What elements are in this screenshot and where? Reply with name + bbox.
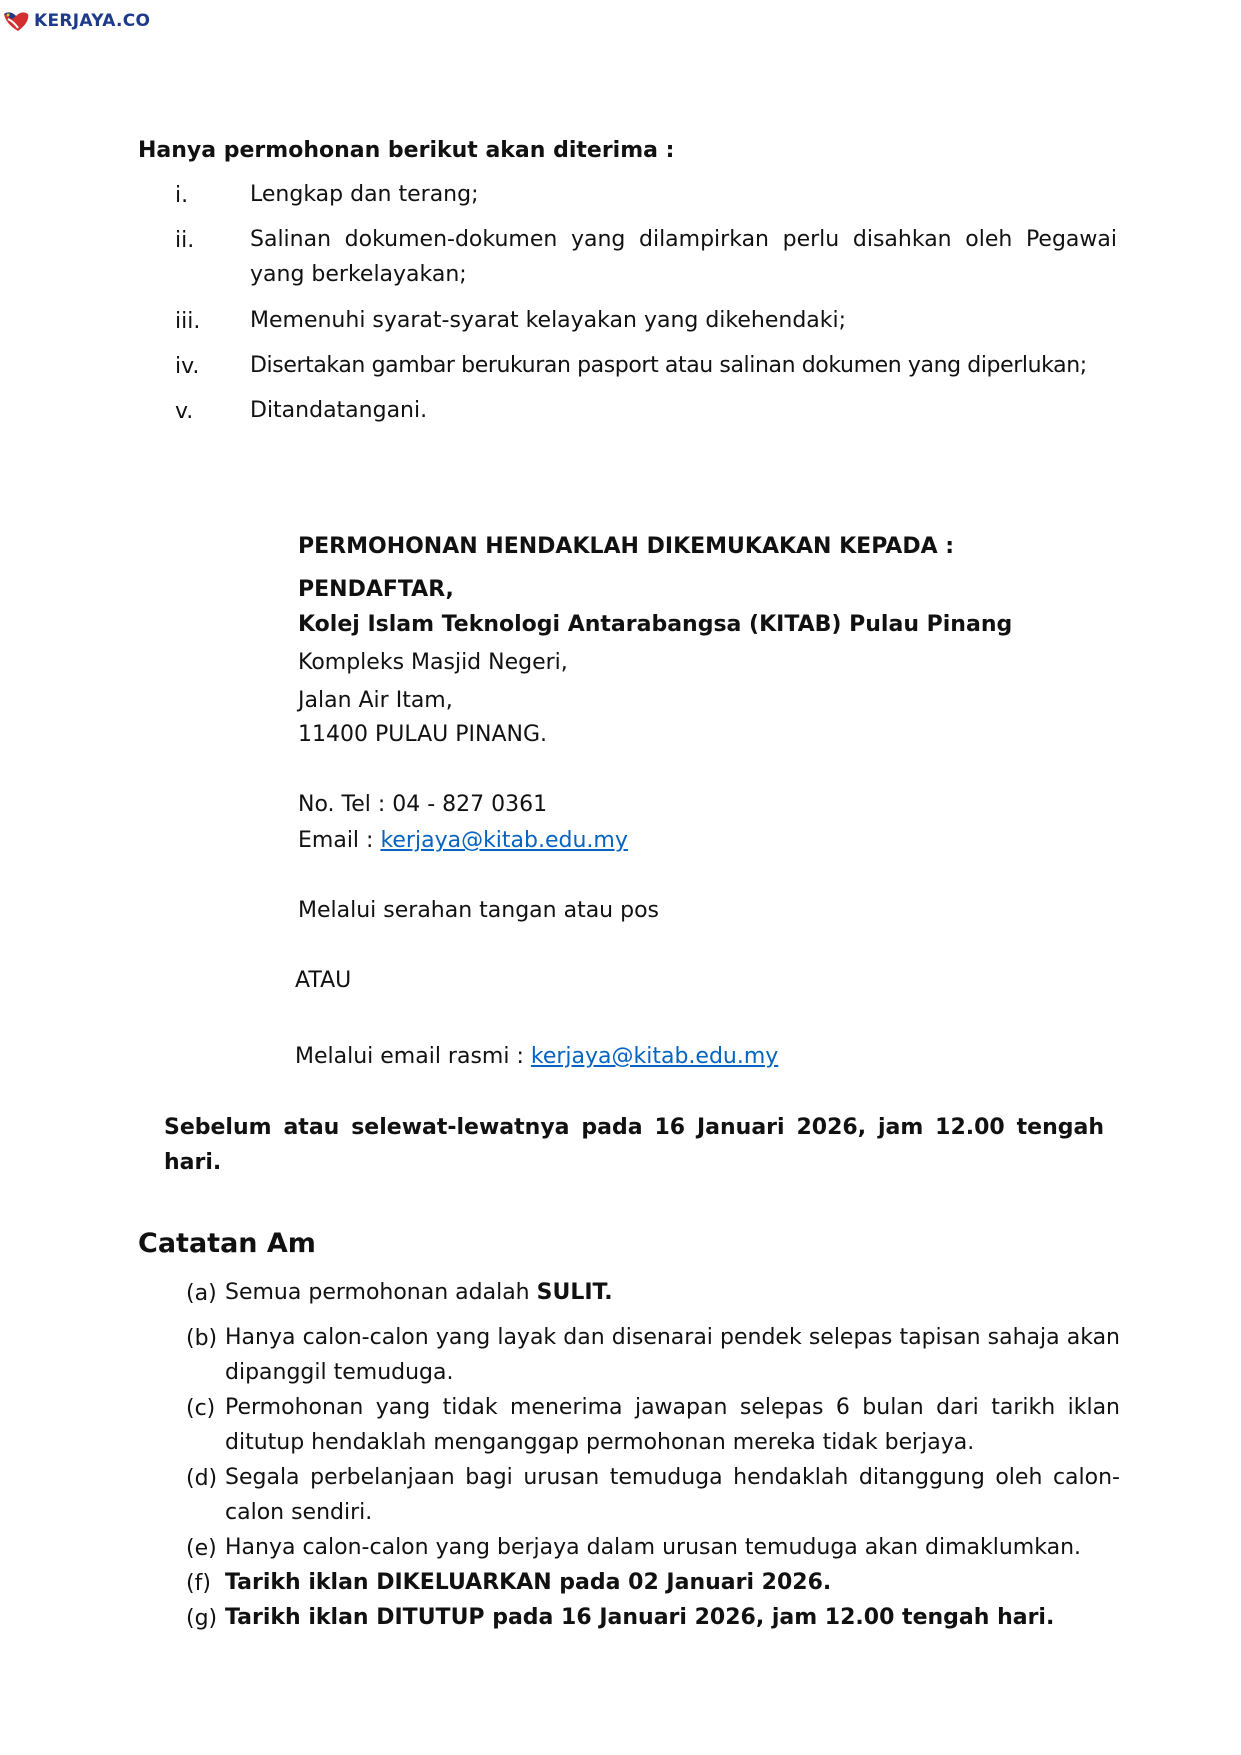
- note-bold: SULIT.: [536, 1280, 613, 1305]
- notes-heading: Catatan Am: [138, 1228, 316, 1259]
- deadline: Sebelum atau selewat-lewatnya pada 16 Januari 2026, jam 12.00 tengah hari.: [164, 1115, 1104, 1175]
- note-number: (a): [186, 1281, 217, 1306]
- address-line: Jalan Air Itam,: [298, 688, 453, 713]
- note-item: Hanya calon-calon yang layak dan disenarai pendek selepas tapisan sahaja akan dipanggil temuduga.: [225, 1325, 1120, 1385]
- address-line: 11400 PULAU PINANG.: [298, 722, 548, 747]
- note-number: (e): [186, 1536, 217, 1561]
- telephone: No. Tel : 04 - 827 0361: [298, 792, 548, 817]
- note-text: Semua permohonan adalah: [225, 1280, 537, 1305]
- note-number: (b): [186, 1326, 218, 1351]
- note-number: (c): [186, 1396, 216, 1421]
- logo-text: KERJAYA.CO: [34, 11, 151, 31]
- email-submission-label: Melalui email rasmi :: [295, 1044, 531, 1069]
- note-item: Hanya calon-calon yang berjaya dalam urusan temuduga akan dimaklumkan.: [225, 1535, 1082, 1560]
- list-number: iv.: [175, 354, 200, 379]
- note-item: Tarikh iklan DIKELUARKAN pada 02 Januari 2026.: [225, 1570, 832, 1595]
- recipient: PENDAFTAR,: [298, 577, 454, 602]
- note-item: Segala perbelanjaan bagi urusan temuduga hendaklah ditanggung oleh calon-calon sendiri.: [225, 1465, 1120, 1525]
- requirements-heading: Hanya permohonan berikut akan diterima :: [138, 138, 675, 163]
- address-line: Kompleks Masjid Negeri,: [298, 650, 568, 675]
- kerjaya-logo: [2, 10, 150, 32]
- list-number: ii.: [175, 228, 195, 253]
- note-item: [225, 1275, 1120, 1310]
- note-number: (f): [186, 1571, 211, 1596]
- note-item: Tarikh iklan DITUTUP pada 16 Januari 2026, jam 12.00 tengah hari.: [225, 1605, 1055, 1630]
- or-label: ATAU: [295, 968, 352, 993]
- email-submission-line: [295, 1044, 778, 1069]
- list-item: Lengkap dan terang;: [250, 182, 479, 207]
- list-item: Salinan dokumen-dokumen yang dilampirkan perlu disahkan oleh Pegawai yang berkelayakan;: [250, 227, 1117, 287]
- submission-method: Melalui serahan tangan atau pos: [298, 898, 660, 923]
- institution: Kolej Islam Teknologi Antarabangsa (KITAB) Pulau Pinang: [298, 612, 1013, 637]
- list-item: Disertakan gambar berukuran pasport atau salinan dokumen yang diperlukan;: [250, 353, 1087, 378]
- note-number: (g): [186, 1606, 218, 1631]
- list-number: v.: [175, 399, 194, 424]
- note-item: Permohonan yang tidak menerima jawapan selepas 6 bulan dari tarikh iklan ditutup hendaklah menganggap permohonan mereka tidak berjaya.: [225, 1395, 1120, 1455]
- email-link[interactable]: kerjaya@kitab.edu.my: [380, 828, 628, 853]
- note-number: (d): [186, 1466, 218, 1491]
- email-line: [298, 828, 628, 853]
- email-label: Email :: [298, 828, 381, 853]
- list-item: Ditandatangani.: [250, 398, 428, 423]
- list-number: i.: [175, 183, 189, 208]
- email-submission-link[interactable]: kerjaya@kitab.edu.my: [530, 1044, 779, 1069]
- list-item: Memenuhi syarat-syarat kelayakan yang dikehendaki;: [250, 308, 847, 333]
- address-heading: PERMOHONAN HENDAKLAH DIKEMUKAKAN KEPADA :: [298, 534, 955, 559]
- list-number: iii.: [175, 309, 201, 334]
- flag-heart-icon: [2, 10, 30, 32]
